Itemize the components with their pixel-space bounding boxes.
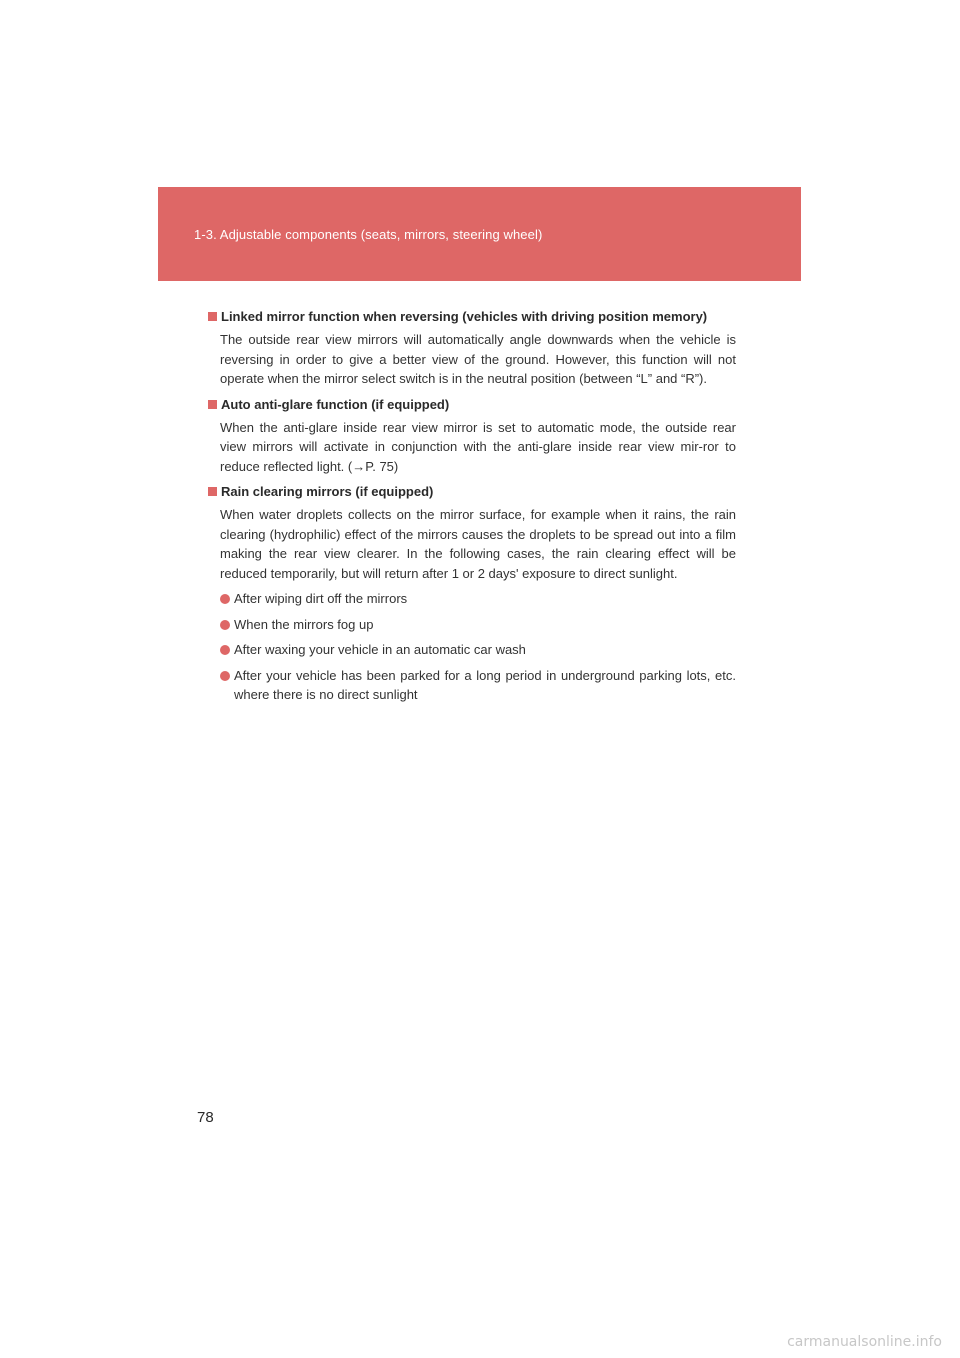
section-heading-text: Rain clearing mirrors (if equipped) bbox=[221, 484, 434, 499]
section-linked-mirror bbox=[208, 309, 736, 389]
square-icon bbox=[208, 400, 217, 409]
list-item-text: After wiping dirt off the mirrors bbox=[234, 591, 408, 606]
section-paragraph: The outside rear view mirrors will automatically angle downwards when the vehicle is reversing in order to give a better view of the ground. However, this function will not operate when the mirror select switch is in the neutral position (between “L” and “R”). bbox=[220, 332, 736, 386]
square-icon bbox=[208, 312, 217, 321]
page-number: 78 bbox=[197, 1109, 214, 1126]
section-rain-clearing bbox=[208, 484, 736, 705]
circle-bullet-icon bbox=[220, 671, 230, 681]
section-auto-anti-glare bbox=[208, 397, 736, 477]
circle-bullet-icon bbox=[220, 645, 230, 655]
section-breadcrumb: 1-3. Adjustable components (seats, mirrors, steering wheel) bbox=[194, 227, 543, 242]
section-paragraph: When the anti-glare inside rear view mirror is set to automatic mode, the outside rear view mirrors will activate in conjunction with the anti-glare inside rear view mir-ror to reduce reflected light. (→P. 75) bbox=[220, 419, 736, 474]
circle-bullet-icon bbox=[220, 594, 230, 604]
section-heading bbox=[208, 397, 736, 412]
section-heading bbox=[208, 484, 736, 499]
circle-bullet-icon bbox=[220, 620, 230, 630]
list-item bbox=[220, 666, 736, 705]
list-item bbox=[220, 615, 736, 635]
watermark[interactable]: carmanualsonline.info bbox=[787, 1334, 942, 1350]
list-item bbox=[220, 640, 736, 660]
square-icon bbox=[208, 487, 217, 496]
page-content bbox=[208, 309, 736, 713]
bullet-list bbox=[220, 589, 736, 705]
section-paragraph: When water droplets collects on the mirror surface, for example when it rains, the rain clearing (hydrophilic) effect of the mirrors causes the droplets to be spread out into a film making the rear view clearer. In the following cases, the rain clearing effect will be reduced temporarily, but will return after 1 or 2 days' exposure to direct sunlight. bbox=[220, 507, 736, 581]
list-item-text: After waxing your vehicle in an automatic car wash bbox=[234, 642, 526, 657]
section-heading-text: Auto anti-glare function (if equipped) bbox=[221, 396, 450, 412]
list-item bbox=[220, 589, 736, 609]
section-heading-text: Linked mirror function when reversing (vehicles with driving position memory) bbox=[221, 309, 708, 324]
header-band bbox=[158, 187, 801, 281]
list-item-text: When the mirrors fog up bbox=[234, 616, 374, 632]
list-item-text: After your vehicle has been parked for a long period in underground parking lots, etc. where there is no direct sunlight bbox=[234, 667, 736, 702]
section-heading bbox=[208, 309, 736, 324]
